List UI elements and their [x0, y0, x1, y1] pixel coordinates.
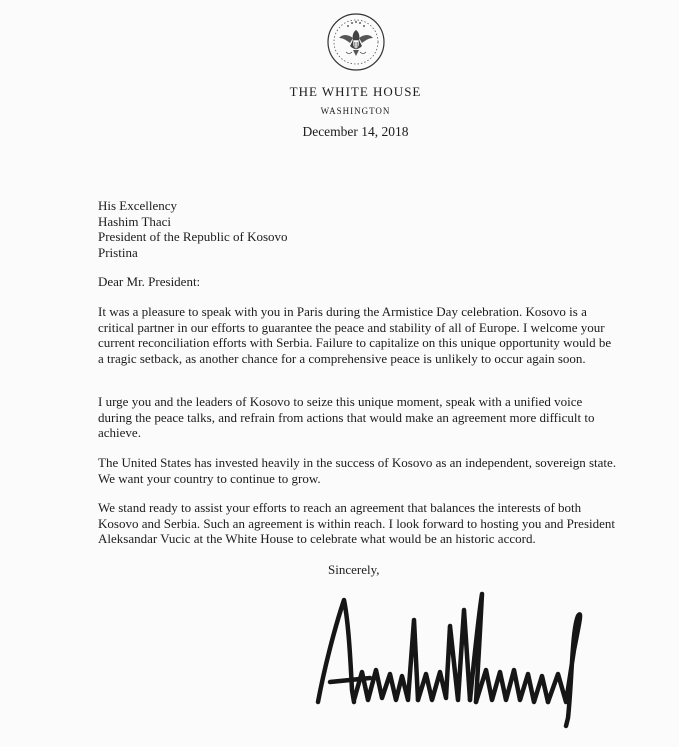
salutation: Dear Mr. President:	[98, 274, 201, 289]
recipient-address	[98, 198, 618, 260]
recipient-line: Hashim Thaci	[98, 213, 172, 229]
recipient-line: President of the Republic of Kosovo	[98, 229, 288, 244]
recipient-line: Pristina	[98, 244, 138, 260]
letter-date: December 14, 2018	[302, 124, 409, 139]
paragraph: It was a pleasure to speak with you in Paris during the Armistice Day celebration. Kosovo is a critical partner in our efforts to guarantee the peace and stability of all of Europe. I welcome your current reconciliation efforts with Serbia. Failure to capitalize on this unique opportunity would be a tragic setback, as another chance for a comprehensive peace is unlikely to occur again soon.	[98, 304, 612, 366]
paragraph: I urge you and the leaders of Kosovo to seize this unique moment, speak with a unified voice during the peace talks, and refrain from actions that would make an agreement more difficult to achieve.	[98, 394, 595, 440]
presidential-seal-icon	[326, 12, 386, 72]
handwritten-signature-icon	[310, 590, 600, 730]
paragraph: The United States has invested heavily in the success of Kosovo as an independent, sovereign state. We want your country to continue to grow.	[98, 455, 617, 486]
letterhead-title: THE WHITE HOUSE	[289, 84, 422, 99]
letterhead-subtitle: WASHINGTON	[320, 106, 391, 116]
recipient-line: His Excellency	[98, 198, 178, 213]
paragraph: We stand ready to assist your efforts to reach an agreement that balances the interests of both Kosovo and Serbia. Such an agreement is within reach. I look forward to hosting you and President Aleksandar Vucic at the White House to celebrate what would be an historic accord.	[98, 500, 615, 546]
closing: Sincerely,	[328, 562, 380, 577]
